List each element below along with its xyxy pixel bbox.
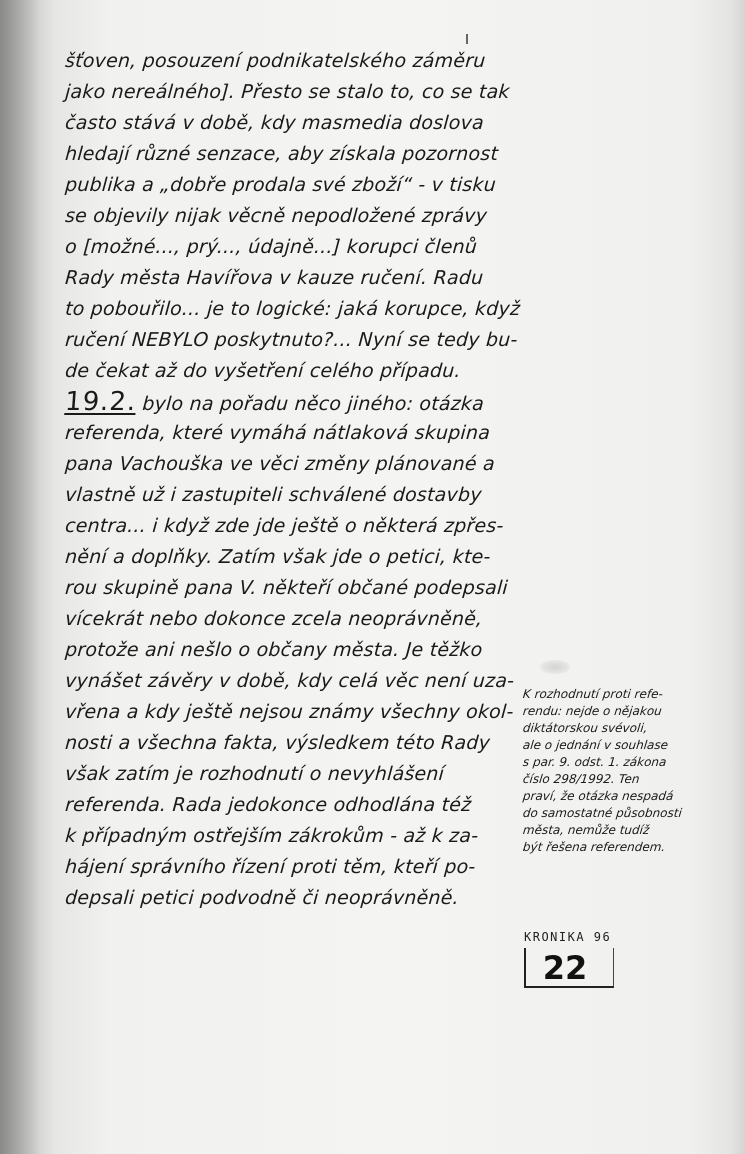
- note-line: rendu: nejde o nějakou: [522, 704, 663, 718]
- note-line: diktátorskou svévoli,: [522, 721, 649, 735]
- note-line: do samostatné působnosti: [522, 806, 683, 820]
- text-line: centra... i když zde jde ještě o některá zpřes-: [64, 515, 505, 537]
- page-number-box: [524, 948, 614, 988]
- text-line: de čekat až do vyšetření celého případu.: [64, 360, 462, 382]
- margin-note: [522, 686, 732, 856]
- note-line: města, nemůže tudíž: [522, 823, 651, 837]
- text-line: pana Vachouška ve věci změny plánované a: [64, 453, 496, 475]
- text-line: nosti a všechna fakta, výsledkem této Rady: [64, 732, 491, 754]
- note-line: být řešena referendem.: [522, 840, 666, 854]
- text-line: protože ani nešlo o občany města. Je těžko: [64, 639, 484, 661]
- text-line: vícekrát nebo dokonce zcela neoprávněně,: [64, 608, 484, 630]
- text-line: hájení správního řízení proti těm, kteří po-: [64, 856, 477, 878]
- text-line: však zatím je rozhodnutí o nevyhlášení: [64, 763, 445, 785]
- page-number: 22: [542, 949, 588, 987]
- text-line: hledají různé senzace, aby získala pozornost: [64, 143, 499, 165]
- text-line: publika a „dobře prodala své zboží“ - v tisku: [64, 174, 497, 196]
- text-line: rou skupině pana V. někteří občané podepsali: [64, 577, 509, 599]
- text-line: to pobouřilo... je to logické: jaká korupce, když: [64, 298, 521, 320]
- text-line: o [možné..., prý..., údajně...] korupci členů: [64, 236, 478, 258]
- chronicle-label: KRONIKA 96: [524, 930, 612, 944]
- text-line: nění a doplňky. Zatím však jde o petici, kte-: [64, 546, 492, 568]
- text-line: k případným ostřejším zákrokům - až k za-: [64, 825, 480, 847]
- text-line: bylo na pořadu něco jiného: otázka: [141, 393, 485, 415]
- text-line-with-date: [64, 387, 526, 418]
- text-line: referenda. Rada jedokonce odhodlána též: [64, 794, 473, 816]
- note-line: číslo 298/1992. Ten: [522, 772, 641, 786]
- note-line: s par. 9. odst. 1. zákona: [522, 755, 668, 769]
- note-line: K rozhodnutí proti refe-: [522, 687, 664, 701]
- text-line: se objevily nijak věcně nepodložené zprávy: [64, 205, 488, 227]
- binding-shadow: [0, 0, 40, 1154]
- text-line: ručení NEBYLO poskytnuto?... Nyní se tedy bu-: [64, 329, 519, 351]
- text-line: depsali petici podvodně či neoprávněně.: [64, 887, 460, 909]
- text-line: vlastně už i zastupiteli schválené dostavby: [64, 484, 483, 506]
- text-line: vynášet závěry v době, kdy celá věc není uza-: [64, 670, 516, 692]
- handwritten-main-text: [64, 46, 524, 914]
- text-line: jako nereálného]. Přesto se stalo to, co se tak: [64, 81, 511, 103]
- pencil-mark: [466, 34, 468, 44]
- text-line: vřena a kdy ještě nejsou známy všechny okol-: [64, 701, 515, 723]
- note-line: ale o jednání v souhlase: [522, 738, 669, 752]
- page-smudge: [540, 660, 570, 674]
- text-line: často stává v době, kdy masmedia doslova: [64, 112, 485, 134]
- text-line: referenda, které vymáhá nátlaková skupina: [64, 422, 491, 444]
- text-line: Rady města Havířova v kauze ručení. Radu: [64, 267, 485, 289]
- date-mark: 19.2.: [64, 387, 138, 417]
- text-line: šťoven, posouzení podnikatelského záměru: [64, 50, 487, 72]
- note-line: praví, že otázka nespadá: [522, 789, 675, 803]
